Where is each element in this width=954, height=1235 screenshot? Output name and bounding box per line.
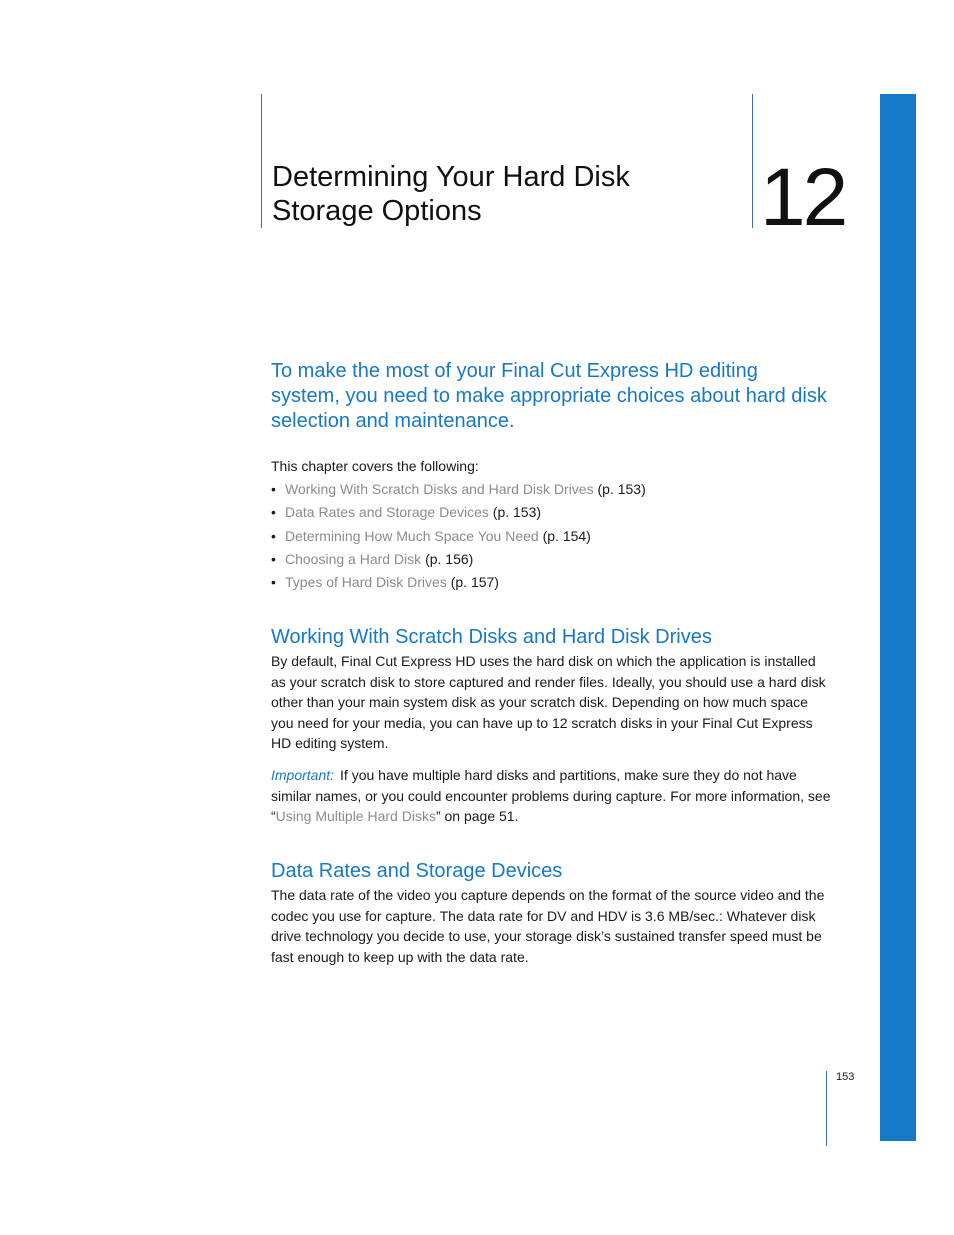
chapter-side-tab [880,94,916,1141]
important-text: If you have multiple hard disks and partitions, make sure they do not have similar names, or you could encounter problems during capture. For more information, see “ [271,767,831,824]
chapter-number: 12 [760,152,846,243]
bullet-icon: • [271,504,276,521]
toc-page-ref: (p. 154) [542,527,591,544]
page-number: 153 [836,1071,855,1083]
important-label: Important: [271,767,335,783]
important-note [271,765,831,827]
toc-link-choosing-disk[interactable]: Choosing a Hard Disk [285,550,422,567]
toc-link-scratch-disks[interactable]: Working With Scratch Disks and Hard Disk Drives [285,481,594,497]
toc-label: This chapter covers the following: [271,458,479,474]
chapter-intro: To make the most of your Final Cut Express HD editing system, you need to make appropriate choices about hard disk selection and maintenance. [271,360,827,432]
important-tail: ” on page 51. [435,808,519,824]
section-heading-data-rates: Data Rates and Storage Devices [271,860,563,882]
toc-page-ref: (p. 153) [492,504,542,521]
toc-page-ref: (p. 157) [450,574,499,591]
toc-list [271,478,646,594]
important-link[interactable]: Using Multiple Hard Disks [275,808,436,824]
toc-item [271,571,646,594]
footer-rule [826,1071,827,1146]
toc-page-ref: (p. 153) [597,481,646,497]
header-rule-left [261,94,262,228]
chapter-title: Determining Your Hard Disk Storage Options [272,161,630,227]
section-paragraph-data-rates: The data rate of the video you capture depends on the format of the source video and the codec you use for capture. The data rate for DV and HDV is 3.6 MB/sec.: Whatever disk drive technology you decide to use, your storage disk’s sustained transfer speed must be fast enough to keep up with the data rate. [271,887,825,965]
toc-item [271,478,646,501]
toc-item [271,501,646,524]
section-heading-scratch-disks: Working With Scratch Disks and Hard Disk Drives [271,626,712,648]
bullet-icon: • [271,550,276,567]
toc-link-space-needed[interactable]: Determining How Much Space You Need [285,527,539,544]
toc-item [271,525,646,548]
header-rule-right [752,94,753,228]
bullet-icon: • [271,574,276,591]
bullet-icon: • [271,481,276,497]
toc-link-data-rates[interactable]: Data Rates and Storage Devices [285,504,489,521]
toc-page-ref: (p. 156) [425,550,474,567]
toc-item [271,548,646,571]
toc-link-drive-types[interactable]: Types of Hard Disk Drives [285,574,447,591]
section-paragraph-scratch-disks: By default, Final Cut Express HD uses the hard disk on which the application is installed as your scratch disk to store captured and render files. Ideally, you should use a hard disk other than your main system disk as your scratch disk. Depending on how much space you need for your media, you can have up to 12 scratch disks in your Final Cut Express HD editing system. [271,653,826,751]
bullet-icon: • [271,527,276,544]
